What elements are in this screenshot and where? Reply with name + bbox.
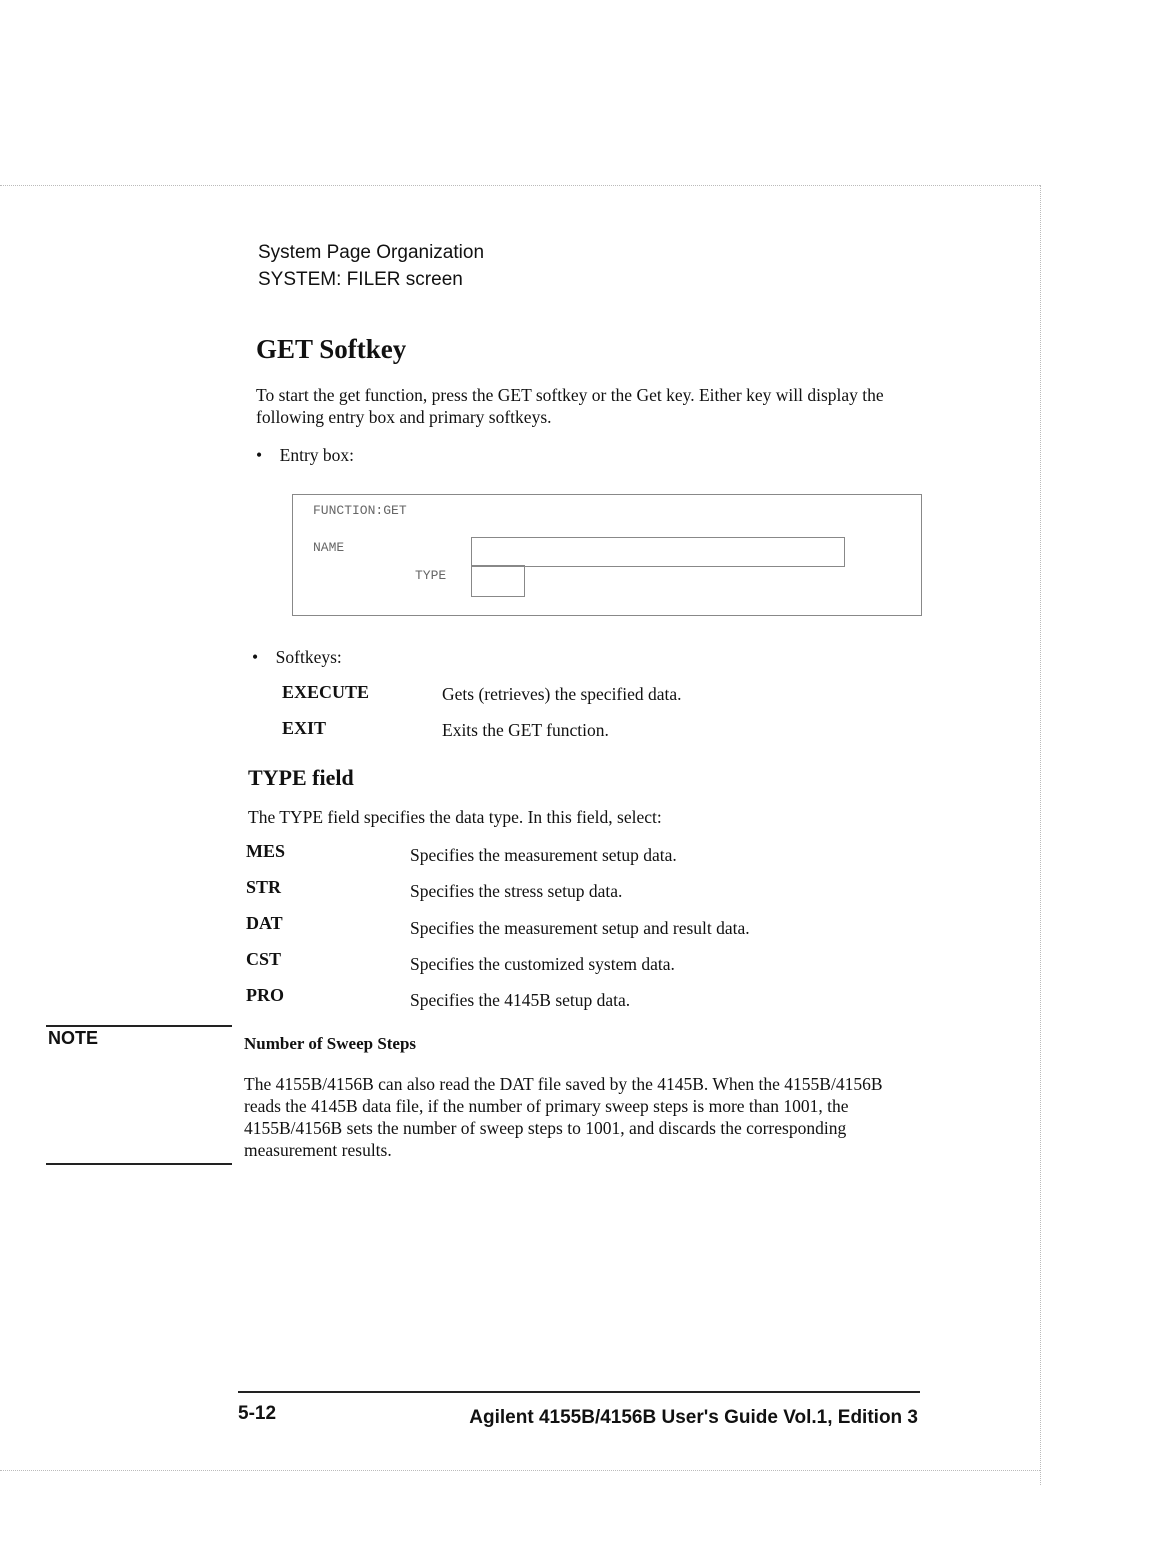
bullet-entry-box: • Entry box: xyxy=(256,445,355,465)
type-mes: MES xyxy=(246,841,286,861)
note-label: NOTE xyxy=(48,1028,99,1048)
bullet-softkeys: • Softkeys: xyxy=(252,647,342,667)
type-input[interactable] xyxy=(471,565,525,597)
function-label: FUNCTION:GET xyxy=(313,503,407,518)
note-rule-top xyxy=(46,1025,232,1027)
type-mes-desc: Specifies the measurement setup data. xyxy=(410,845,677,865)
type-cst: CST xyxy=(246,949,282,969)
name-label: NAME xyxy=(313,540,345,555)
name-input[interactable] xyxy=(471,537,845,567)
type-pro-desc: Specifies the 4145B setup data. xyxy=(410,990,631,1010)
scan-edge-top xyxy=(0,185,1040,186)
type-dat-desc: Specifies the measurement setup and result data. xyxy=(410,918,750,938)
softkey-exit-desc: Exits the GET function. xyxy=(442,720,609,740)
bullet-text: Entry box: xyxy=(279,445,355,465)
type-cst-desc: Specifies the customized system data. xyxy=(410,954,675,974)
scan-edge-bottom xyxy=(0,1470,1040,1471)
section-title: GET Softkey xyxy=(256,334,407,364)
note-title: Number of Sweep Steps xyxy=(244,1034,417,1053)
softkey-execute-desc: Gets (retrieves) the specified data. xyxy=(442,684,682,704)
scan-edge-right xyxy=(1040,185,1041,1485)
footer-title: Agilent 4155B/4156B User's Guide Vol.1, Edition 3 xyxy=(469,1407,918,1428)
softkey-exit: EXIT xyxy=(282,718,327,738)
type-pro: PRO xyxy=(246,985,284,1005)
softkey-execute: EXECUTE xyxy=(282,682,370,702)
type-field-title: TYPE field xyxy=(248,765,354,790)
entry-box xyxy=(292,494,922,616)
page-number: 5-12 xyxy=(238,1403,277,1424)
header-chapter: System Page Organization xyxy=(258,242,485,263)
type-field-intro: The TYPE field specifies the data type. In this field, select: xyxy=(248,807,662,827)
type-label: TYPE xyxy=(415,568,447,583)
type-str: STR xyxy=(246,877,282,897)
footer-rule xyxy=(238,1391,920,1393)
section-intro: To start the get function, press the GET softkey or the Get key. Either key will display the following entry box and primary softkeys. xyxy=(256,385,884,427)
type-str-desc: Specifies the stress setup data. xyxy=(410,881,623,901)
header-section: SYSTEM: FILER screen xyxy=(258,269,463,290)
bullet-text: Softkeys: xyxy=(275,647,342,667)
note-rule-bottom xyxy=(46,1163,232,1165)
note-body: The 4155B/4156B can also read the DAT file saved by the 4145B. When the 4155B/4156B reads the 4145B data file, if the number of primary sweep steps is more than 1001, the 4155B/4156B sets the number of sweep steps to 1001, and discards the corresponding measurement results. xyxy=(244,1074,883,1160)
type-dat: DAT xyxy=(246,913,283,933)
